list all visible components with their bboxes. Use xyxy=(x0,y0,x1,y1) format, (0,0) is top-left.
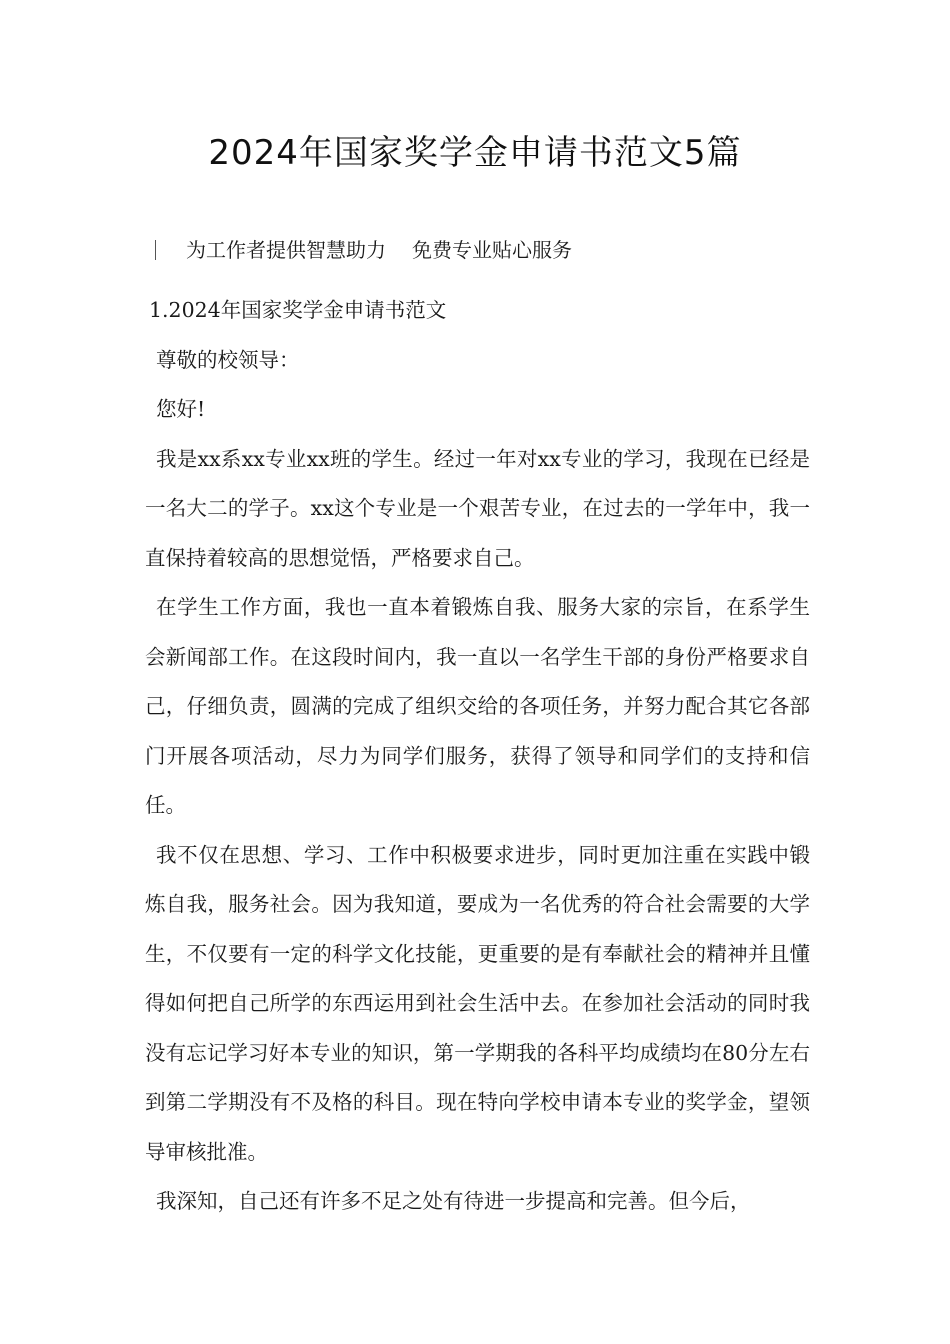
tagline-text-1: 为工作者提供智慧助力 xyxy=(186,238,386,262)
greeting: 您好! xyxy=(156,397,206,421)
body-paragraph: 我不仅在思想、学习、工作中积极要求进步，同时更加注重在实践中锻炼自我，服务社会。因为我知道，要成为一名优秀的符合社会需要的大学生，不仅要有一定的科学文化技能，更重要的是有奉献社会的精神并且懂得如何把自己所学的东西运用到社会生活中去。在参加社会活动的同时我没有忘记学习好本专业的知识，第一学期我的各科平均成绩均在80分左右到第二学期没有不及格的科目。现在特向学校申请本专业的奖学金，望领导审核批准。 xyxy=(145,842,810,1164)
tagline-divider xyxy=(155,240,156,260)
tagline-text-2: 免费专业贴心服务 xyxy=(412,238,572,262)
body-paragraph: 在学生工作方面，我也一直本着锻炼自我、服务大家的宗旨，在系学生会新闻部工作。在这段时间内，我一直以一名学生干部的身份严格要求自己，仔细负责，圆满的完成了组织交给的各项任务，并努力配合其它各部门开展各项活动，尽力为同学们服务，获得了领导和同学们的支持和信任。 xyxy=(145,595,810,817)
tagline xyxy=(155,232,572,268)
salutation: 尊敬的校领导： xyxy=(156,347,300,372)
body-paragraph: 我深知，自己还有许多不足之处有待进一步提高和完善。但今后， xyxy=(156,1189,751,1213)
document-body xyxy=(145,286,810,1227)
document-title: 2024年国家奖学金申请书范文5篇 xyxy=(208,133,742,173)
section-heading: 1.2024年国家奖学金申请书范文 xyxy=(149,298,447,322)
body-paragraph: 我是xx系xx专业xx班的学生。经过一年对xx专业的学习，我现在已经是一名大二的学子。xx这个专业是一个艰苦专业，在过去的一学年中，我一直保持着较高的思想觉悟，严格要求自己。 xyxy=(145,446,810,570)
